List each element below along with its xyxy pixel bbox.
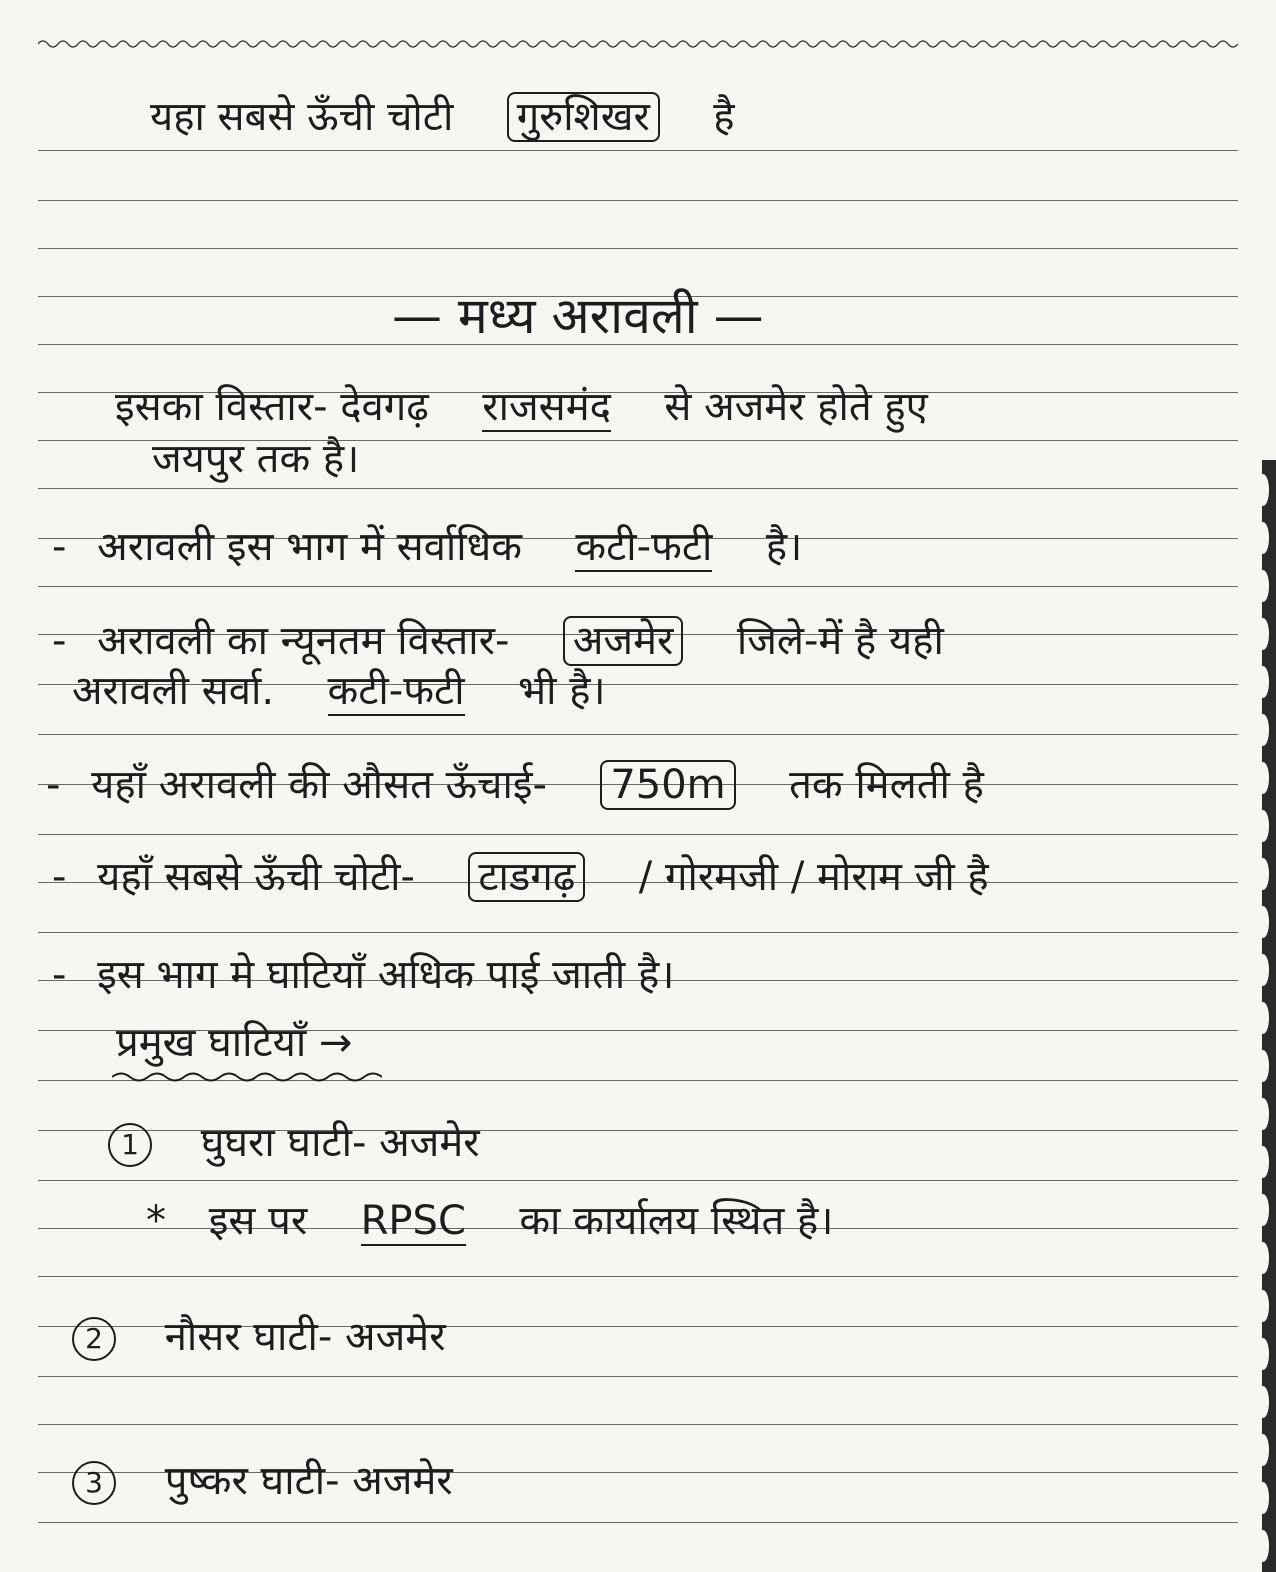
line-6-suffix: / गोरमजी / मोराम जी है	[638, 854, 989, 900]
line-4b-suffix: भी है।	[518, 668, 606, 714]
rule-line	[38, 1424, 1238, 1425]
line-1-text: यहा सबसे ऊँची चोटी	[150, 94, 454, 140]
rule-line	[38, 834, 1238, 835]
line-6-text: यहाँ सबसे ऊँची चोटी-	[97, 854, 415, 900]
note-line-5	[46, 760, 984, 810]
note-line-2b	[152, 434, 359, 484]
item-number-1: 1	[108, 1123, 152, 1167]
underlined-rajsamand: राजसमंद	[482, 384, 611, 430]
list-item-1	[108, 1118, 480, 1168]
line-5-suffix: तक मिलती है	[789, 762, 984, 808]
list-item-1-note	[146, 1196, 833, 1246]
wavy-underline	[112, 1070, 382, 1084]
rule-line	[38, 248, 1238, 249]
line-3-suffix: है।	[765, 524, 803, 570]
section-heading	[392, 286, 764, 346]
rule-line	[38, 1376, 1238, 1377]
note-line-2	[115, 382, 928, 432]
rule-line	[38, 150, 1238, 151]
rule-line	[38, 1180, 1238, 1181]
note-line-4	[52, 616, 944, 666]
note-text: इस पर	[208, 1198, 308, 1244]
average-height-box: 750m	[600, 760, 735, 810]
line-2-suffix: से अजमेर होते हुए	[664, 384, 928, 430]
line-2-text: इसका विस्तार- देवगढ़	[115, 384, 429, 430]
line-6-dash: -	[52, 854, 67, 900]
rule-line	[38, 1522, 1238, 1523]
underlined-rpsc: RPSC	[360, 1198, 466, 1244]
underlined-kati-phati: कटी-फटी	[575, 524, 713, 570]
note-line-6	[52, 852, 989, 902]
line-4-suffix: जिले-में है यही	[736, 618, 944, 664]
line-4-text: अरावली का न्यूनतम विस्तार-	[97, 618, 510, 664]
line-4-dash: -	[52, 618, 67, 664]
rule-line	[38, 932, 1238, 933]
item-1-text: घुघरा घाटी- अजमेर	[200, 1120, 480, 1166]
line-5-text: यहाँ अरावली की औसत ऊँचाई-	[91, 762, 547, 808]
spiral-binding	[1254, 460, 1276, 1572]
rule-line	[38, 488, 1238, 489]
line-2b-text: जयपुर तक है।	[152, 436, 360, 482]
item-3-text: पुष्कर घाटी- अजमेर	[164, 1458, 453, 1504]
top-wavy-line	[38, 36, 1238, 52]
line-5-dash: -	[46, 762, 61, 808]
rule-line	[38, 734, 1238, 735]
list-item-2	[72, 1312, 446, 1362]
item-number-2: 2	[72, 1317, 116, 1361]
note-line-3	[52, 522, 802, 572]
main-valleys-label: प्रमुख घाटियाँ →	[116, 1020, 353, 1066]
star-mark: *	[146, 1198, 166, 1244]
heading-text: — मध्य अरावली —	[392, 287, 764, 345]
list-item-3	[72, 1456, 453, 1506]
item-number-3: 3	[72, 1461, 116, 1505]
note-line-4b	[72, 666, 606, 716]
rule-line	[38, 1276, 1238, 1277]
line-4b-text: अरावली सर्वा.	[72, 668, 275, 714]
note-suffix: का कार्यालय स्थित है।	[519, 1198, 834, 1244]
todgarh-box: टाडगढ़	[468, 852, 585, 902]
note-line-1	[150, 92, 735, 142]
line-7-text: इस भाग मे घाटियाँ अधिक पाई जाती है।	[97, 952, 675, 998]
line-3-text: अरावली इस भाग में सर्वाधिक	[97, 524, 522, 570]
line-7-dash: -	[52, 952, 67, 998]
underlined-kati-phati-2: कटी-फटी	[327, 668, 465, 714]
rule-line	[38, 200, 1238, 201]
rule-line	[38, 586, 1238, 587]
note-line-7	[52, 950, 674, 1000]
line-1-suffix: है	[713, 94, 735, 140]
ajmer-box: अजमेर	[563, 616, 684, 666]
item-2-text: नौसर घाटी- अजमेर	[164, 1314, 446, 1360]
highest-peak-box: गुरुशिखर	[507, 92, 660, 142]
line-3-dash: -	[52, 524, 67, 570]
note-line-7b	[116, 1018, 352, 1068]
